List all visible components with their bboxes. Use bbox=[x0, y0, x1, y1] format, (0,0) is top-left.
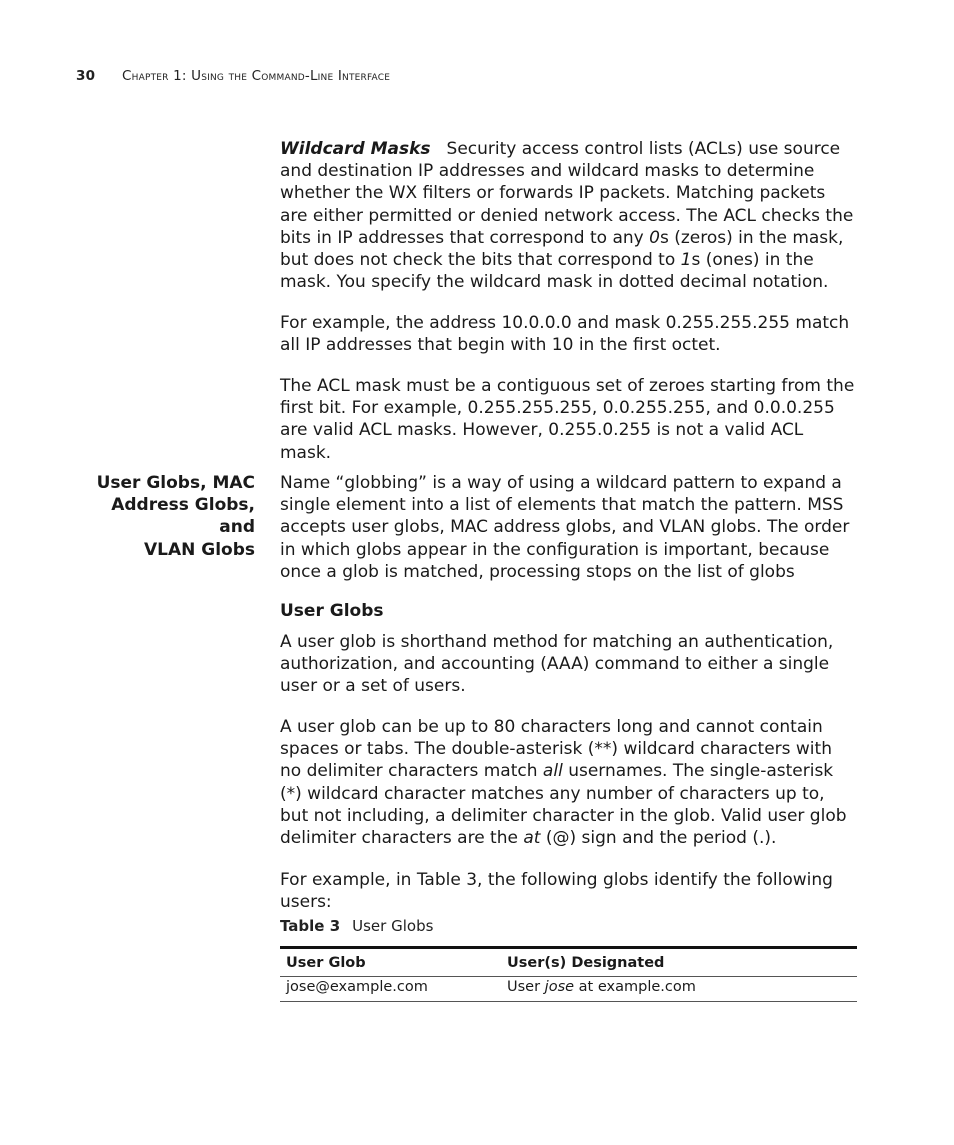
user-globs-paragraph-3: For example, in Table 3, the following globs identify the following users: bbox=[280, 870, 833, 913]
column-header-users-designated: User(s) Designated bbox=[501, 948, 857, 977]
user-globs-table bbox=[280, 946, 857, 1002]
wildcard-masks-paragraph-3: The ACL mask must be a contiguous set of zeroes starting from the first bit. For example, 0.255.255.255, 0.0.255.255, and 0.0.0.255 are valid ACL masks. However, 0.255.0.255 is not a valid ACL mask. bbox=[280, 376, 855, 463]
section-side-heading: User Globs, MAC Address Globs, and VLAN Globs bbox=[96, 473, 255, 560]
chapter-title: Chapter 1: Using the Command-Line Interface bbox=[122, 68, 391, 84]
running-head bbox=[76, 68, 390, 84]
globbing-intro-paragraph: Name “globbing” is a way of using a wildcard pattern to expand a single element into a list of elements that match the pattern. MSS accepts user globs, MAC address globs, and VLAN globs. The order in which globs appear in the configuration is important, because once a glob is matched, processing stops on the list of globs bbox=[280, 473, 850, 582]
table-number: Table 3 bbox=[280, 917, 341, 935]
table-caption bbox=[280, 917, 433, 935]
column-header-user-glob: User Glob bbox=[280, 948, 501, 977]
table-header-row bbox=[280, 948, 857, 977]
table-title: User Globs bbox=[352, 917, 434, 935]
wildcard-masks-runin-heading: Wildcard Masks bbox=[280, 139, 431, 159]
table-row bbox=[280, 977, 857, 1002]
user-globs-heading: User Globs bbox=[280, 601, 384, 621]
user-globs-paragraph-1: A user glob is shorthand method for matching an authentication, authorization, and accounting (AAA) command to either a single user or a set of users. bbox=[280, 632, 834, 697]
user-globs-paragraph-2: A user glob can be up to 80 characters long and cannot contain spaces or tabs. The double-asterisk (**) wildcard characters with no delimiter characters match all usernames. The single-asterisk (*) wildcard character matches any number of characters up to, but not including, a delimiter character in the glob. Valid user glob delimiter characters are the at (@) sign and the period (.). bbox=[280, 717, 847, 849]
cell-user-glob: jose@example.com bbox=[280, 977, 501, 1002]
wildcard-masks-paragraph-1: Wildcard Masks Security access control lists (ACLs) use source and destination IP addresses and wildcard masks to determine whether the WX filters or forwards IP packets. Matching packets are either permitted or denied network access. The ACL checks the bits in IP addresses that correspond to any 0s (zeros) in the mask, but does not check the bits that correspond to 1s (ones) in the mask. You specify the wildcard mask in dotted decimal notation. bbox=[280, 139, 854, 293]
cell-users-designated: User jose at example.com bbox=[501, 977, 857, 1002]
page-number: 30 bbox=[76, 68, 96, 84]
wildcard-masks-paragraph-2: For example, the address 10.0.0.0 and mask 0.255.255.255 match all IP addresses that begin with 10 in the first octet. bbox=[280, 313, 850, 356]
